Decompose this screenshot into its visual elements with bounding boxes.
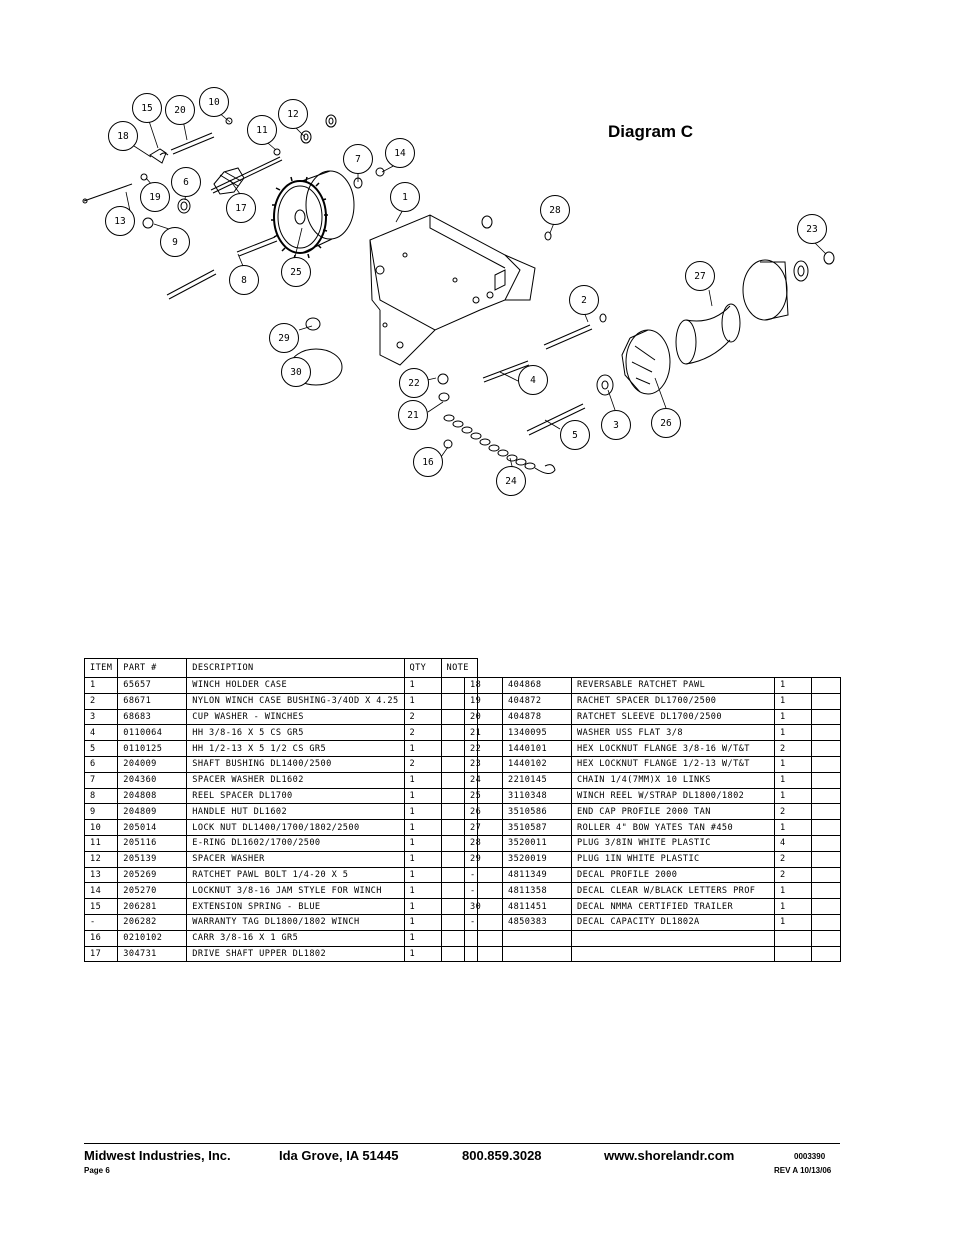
cell-qty: 1 <box>404 678 441 694</box>
cell-item: 1 <box>85 678 118 694</box>
cell-qty: 2 <box>775 741 812 757</box>
cell-part-number: 304731 <box>118 946 187 962</box>
cell-part-number: 205269 <box>118 867 187 883</box>
cell-part-number: 204009 <box>118 756 187 772</box>
footer-website-link[interactable]: www.shorelandr.com <box>604 1148 735 1163</box>
callout-25: 25 <box>281 257 311 287</box>
footer-divider <box>84 1143 840 1144</box>
callout-22: 22 <box>399 368 429 398</box>
callout-6: 6 <box>171 167 201 197</box>
cell-item: 28 <box>465 835 503 851</box>
cell-part-number: 3510586 <box>503 804 572 820</box>
table-row <box>85 804 478 820</box>
cell-qty: 1 <box>404 804 441 820</box>
cell-note <box>812 899 841 915</box>
cell-item: 27 <box>465 820 503 836</box>
cell-part-number: 3520011 <box>503 835 572 851</box>
footer-phone: 800.859.3028 <box>462 1148 542 1163</box>
cell-qty: 1 <box>775 693 812 709</box>
table-row <box>85 741 478 757</box>
cell-item: 22 <box>465 741 503 757</box>
cell-part-number: 4850383 <box>503 914 572 930</box>
cell-description: CUP WASHER - WINCHES <box>187 709 404 725</box>
callout-24: 24 <box>496 466 526 496</box>
cell-qty: 1 <box>775 709 812 725</box>
cell-item: 16 <box>85 930 118 946</box>
table-row <box>465 709 841 725</box>
footer-page-number: Page 6 <box>84 1166 110 1175</box>
cell-note <box>812 835 841 851</box>
cell-qty: 1 <box>404 851 441 867</box>
cell-item: 2 <box>85 693 118 709</box>
cell-qty: 2 <box>404 756 441 772</box>
diagram-title: Diagram C <box>608 122 694 141</box>
callout-3: 3 <box>601 410 631 440</box>
table-row <box>465 867 841 883</box>
cell-part-number <box>503 946 572 962</box>
cell-qty: 4 <box>775 835 812 851</box>
cell-part-number: 205014 <box>118 820 187 836</box>
table-row <box>85 899 478 915</box>
callout-10: 10 <box>199 87 229 117</box>
cell-part-number: 205116 <box>118 835 187 851</box>
cell-note <box>812 788 841 804</box>
cell-description: SHAFT BUSHING DL1400/2500 <box>187 756 404 772</box>
cell-note <box>812 772 841 788</box>
cell-qty: 2 <box>404 725 441 741</box>
table-row <box>85 946 478 962</box>
cell-item <box>465 930 503 946</box>
cell-qty: 1 <box>775 756 812 772</box>
callout-13: 13 <box>105 206 135 236</box>
cell-item: 6 <box>85 756 118 772</box>
callout-2: 2 <box>569 285 599 315</box>
cell-note <box>812 756 841 772</box>
callout-8: 8 <box>229 265 259 295</box>
callout-29: 29 <box>269 323 299 353</box>
cell-qty: 1 <box>404 914 441 930</box>
cell-description: E-RING DL1602/1700/2500 <box>187 835 404 851</box>
callout-16: 16 <box>413 447 443 477</box>
cell-item: - <box>465 867 503 883</box>
cell-qty: 1 <box>775 772 812 788</box>
parts-table-right <box>464 677 841 962</box>
cell-part-number: 3510587 <box>503 820 572 836</box>
cell-description: HH 1/2-13 X 5 1/2 CS GR5 <box>187 741 404 757</box>
table-row <box>85 914 478 930</box>
header-item: ITEM <box>85 659 118 678</box>
cell-qty: 1 <box>775 725 812 741</box>
cell-part-number: 404868 <box>503 678 572 694</box>
header-description: DESCRIPTION <box>187 659 404 678</box>
cell-item: 23 <box>465 756 503 772</box>
cell-item: 7 <box>85 772 118 788</box>
cell-part-number: 0210102 <box>118 930 187 946</box>
cell-qty: 2 <box>775 851 812 867</box>
table-row <box>465 788 841 804</box>
cell-description: DECAL CLEAR W/BLACK LETTERS PROF <box>572 883 775 899</box>
cell-part-number: 404872 <box>503 693 572 709</box>
callout-12: 12 <box>278 99 308 129</box>
cell-note <box>812 914 841 930</box>
cell-part-number: 4811451 <box>503 899 572 915</box>
table-row <box>85 756 478 772</box>
cell-part-number: 206281 <box>118 899 187 915</box>
table-row <box>465 851 841 867</box>
cell-item: 8 <box>85 788 118 804</box>
callout-21: 21 <box>398 400 428 430</box>
cell-item: 3 <box>85 709 118 725</box>
cell-part-number: 2210145 <box>503 772 572 788</box>
cell-note <box>812 946 841 962</box>
cell-description: WINCH REEL W/STRAP DL1800/1802 <box>572 788 775 804</box>
callout-18: 18 <box>108 121 138 151</box>
cell-qty: 1 <box>404 693 441 709</box>
cell-description <box>572 930 775 946</box>
callout-26: 26 <box>651 408 681 438</box>
table-row <box>465 820 841 836</box>
table-row <box>465 930 841 946</box>
exploded-view-drawing <box>0 0 954 520</box>
cell-item <box>465 946 503 962</box>
cell-qty: 2 <box>775 804 812 820</box>
table-row <box>465 914 841 930</box>
cell-description: HEX LOCKNUT FLANGE 3/8-16 W/T&T <box>572 741 775 757</box>
cell-description: SPACER WASHER <box>187 851 404 867</box>
callout-28: 28 <box>540 195 570 225</box>
cell-part-number: 68671 <box>118 693 187 709</box>
cell-note <box>812 883 841 899</box>
cell-item: 10 <box>85 820 118 836</box>
table-row <box>465 741 841 757</box>
header-part-number: PART # <box>118 659 187 678</box>
cell-qty: 1 <box>404 930 441 946</box>
table-row <box>465 756 841 772</box>
cell-description: ROLLER 4" BOW YATES TAN #450 <box>572 820 775 836</box>
cell-description: PLUG 1IN WHITE PLASTIC <box>572 851 775 867</box>
table-row <box>85 678 478 694</box>
cell-qty: 1 <box>404 946 441 962</box>
cell-item: 30 <box>465 899 503 915</box>
table-row <box>85 851 478 867</box>
cell-qty: 2 <box>775 867 812 883</box>
cell-description: RACHET SPACER DL1700/2500 <box>572 693 775 709</box>
cell-description: LOCKNUT 3/8-16 JAM STYLE FOR WINCH <box>187 883 404 899</box>
cell-item: 18 <box>465 678 503 694</box>
table-row <box>465 835 841 851</box>
table-row <box>85 835 478 851</box>
table-row <box>85 709 478 725</box>
cell-part-number: 1440101 <box>503 741 572 757</box>
cell-qty: 1 <box>404 772 441 788</box>
header-note: NOTE <box>441 659 477 678</box>
cell-qty: 1 <box>775 678 812 694</box>
cell-note <box>812 709 841 725</box>
cell-item: 24 <box>465 772 503 788</box>
table-row <box>85 820 478 836</box>
cell-qty <box>775 930 812 946</box>
cell-qty: 1 <box>775 899 812 915</box>
footer-company: Midwest Industries, Inc. <box>84 1148 231 1163</box>
cell-item: 14 <box>85 883 118 899</box>
cell-description: DECAL NMMA CERTIFIED TRAILER <box>572 899 775 915</box>
cell-description: PLUG 3/8IN WHITE PLASTIC <box>572 835 775 851</box>
footer-revision: REV A 10/13/06 <box>774 1166 832 1175</box>
cell-qty: 1 <box>775 883 812 899</box>
cell-qty: 1 <box>404 820 441 836</box>
footer-city: Ida Grove, IA 51445 <box>279 1148 399 1163</box>
table-row <box>85 788 478 804</box>
table-header-row <box>85 659 478 678</box>
cell-description: WINCH HOLDER CASE <box>187 678 404 694</box>
cell-description: RATCHET PAWL BOLT 1/4-20 X 5 <box>187 867 404 883</box>
cell-note <box>812 851 841 867</box>
cell-part-number: 404878 <box>503 709 572 725</box>
cell-item: 9 <box>85 804 118 820</box>
cell-part-number: 4811358 <box>503 883 572 899</box>
cell-description: DECAL PROFILE 2000 <box>572 867 775 883</box>
cell-item: 17 <box>85 946 118 962</box>
callout-30: 30 <box>281 357 311 387</box>
cell-part-number: 1440102 <box>503 756 572 772</box>
parts-table-left-body <box>85 678 478 962</box>
cell-item: 19 <box>465 693 503 709</box>
cell-qty: 2 <box>404 709 441 725</box>
cell-note <box>812 867 841 883</box>
cell-description: HANDLE HUT DL1602 <box>187 804 404 820</box>
cell-description: RATCHET SLEEVE DL1700/2500 <box>572 709 775 725</box>
table-row <box>85 867 478 883</box>
table-row <box>465 946 841 962</box>
table-row <box>85 883 478 899</box>
cell-qty: 1 <box>404 899 441 915</box>
cell-qty: 1 <box>404 788 441 804</box>
cell-description: REEL SPACER DL1700 <box>187 788 404 804</box>
callout-17: 17 <box>226 193 256 223</box>
cell-description: HEX LOCKNUT FLANGE 1/2-13 W/T&T <box>572 756 775 772</box>
cell-item: 4 <box>85 725 118 741</box>
table-row <box>465 772 841 788</box>
cell-item: 26 <box>465 804 503 820</box>
cell-qty <box>775 946 812 962</box>
cell-item: 21 <box>465 725 503 741</box>
table-row <box>465 899 841 915</box>
cell-item: 5 <box>85 741 118 757</box>
cell-qty: 1 <box>775 914 812 930</box>
cell-part-number: 3520019 <box>503 851 572 867</box>
cell-item: 12 <box>85 851 118 867</box>
cell-description: WARRANTY TAG DL1800/1802 WINCH <box>187 914 404 930</box>
cell-part-number: 204360 <box>118 772 187 788</box>
cell-part-number: 206282 <box>118 914 187 930</box>
cell-note <box>812 804 841 820</box>
cell-part-number: 4811349 <box>503 867 572 883</box>
cell-description: NYLON WINCH CASE BUSHING-3/4OD X 4.25 <box>187 693 404 709</box>
cell-qty: 1 <box>775 820 812 836</box>
cell-part-number: 205139 <box>118 851 187 867</box>
parts-diagram <box>0 0 954 520</box>
cell-description: CARR 3/8-16 X 1 GR5 <box>187 930 404 946</box>
cell-note <box>812 693 841 709</box>
cell-note <box>812 930 841 946</box>
cell-item: 25 <box>465 788 503 804</box>
cell-note <box>812 820 841 836</box>
table-row <box>465 725 841 741</box>
cell-part-number <box>503 930 572 946</box>
table-row <box>85 930 478 946</box>
cell-qty: 1 <box>404 741 441 757</box>
cell-note <box>812 741 841 757</box>
parts-table-left <box>84 658 478 962</box>
cell-description: SPACER WASHER DL1602 <box>187 772 404 788</box>
cell-description: DRIVE SHAFT UPPER DL1802 <box>187 946 404 962</box>
callout-11: 11 <box>247 115 277 145</box>
cell-item: - <box>465 914 503 930</box>
table-row <box>85 772 478 788</box>
callout-19: 19 <box>140 182 170 212</box>
table-row <box>465 883 841 899</box>
cell-part-number: 0110125 <box>118 741 187 757</box>
cell-part-number: 0110064 <box>118 725 187 741</box>
cell-note <box>812 678 841 694</box>
cell-item: - <box>465 883 503 899</box>
table-row <box>465 678 841 694</box>
cell-part-number: 65657 <box>118 678 187 694</box>
callout-1: 1 <box>390 182 420 212</box>
cell-description <box>572 946 775 962</box>
table-row <box>465 804 841 820</box>
cell-part-number: 205270 <box>118 883 187 899</box>
cell-qty: 1 <box>404 883 441 899</box>
table-row <box>85 693 478 709</box>
cell-item: 15 <box>85 899 118 915</box>
cell-description: CHAIN 1/4(7MM)X 10 LINKS <box>572 772 775 788</box>
callout-7: 7 <box>343 144 373 174</box>
cell-qty: 1 <box>404 835 441 851</box>
cell-item: 20 <box>465 709 503 725</box>
cell-description: EXTENSION SPRING - BLUE <box>187 899 404 915</box>
cell-qty: 1 <box>775 788 812 804</box>
header-qty: QTY <box>404 659 441 678</box>
cell-qty: 1 <box>404 867 441 883</box>
cell-part-number: 68683 <box>118 709 187 725</box>
callout-14: 14 <box>385 138 415 168</box>
cell-item: - <box>85 914 118 930</box>
callout-9: 9 <box>160 227 190 257</box>
cell-part-number: 3110348 <box>503 788 572 804</box>
callout-27: 27 <box>685 261 715 291</box>
cell-part-number: 204809 <box>118 804 187 820</box>
cell-item: 13 <box>85 867 118 883</box>
table-row <box>85 725 478 741</box>
callout-20: 20 <box>165 95 195 125</box>
cell-part-number: 1340095 <box>503 725 572 741</box>
cell-note <box>812 725 841 741</box>
cell-item: 11 <box>85 835 118 851</box>
cell-description: WASHER USS FLAT 3/8 <box>572 725 775 741</box>
cell-part-number: 204808 <box>118 788 187 804</box>
cell-description: END CAP PROFILE 2000 TAN <box>572 804 775 820</box>
cell-description: LOCK NUT DL1400/1700/1802/2500 <box>187 820 404 836</box>
footer-doc-number: 0003390 <box>794 1152 826 1161</box>
cell-item: 29 <box>465 851 503 867</box>
callout-15: 15 <box>132 93 162 123</box>
cell-description: REVERSABLE RATCHET PAWL <box>572 678 775 694</box>
callout-4: 4 <box>518 365 548 395</box>
callout-23: 23 <box>797 214 827 244</box>
cell-description: HH 3/8-16 X 5 CS GR5 <box>187 725 404 741</box>
parts-table-right-body <box>465 678 841 962</box>
table-row <box>465 693 841 709</box>
callout-5: 5 <box>560 420 590 450</box>
cell-description: DECAL CAPACITY DL1802A <box>572 914 775 930</box>
